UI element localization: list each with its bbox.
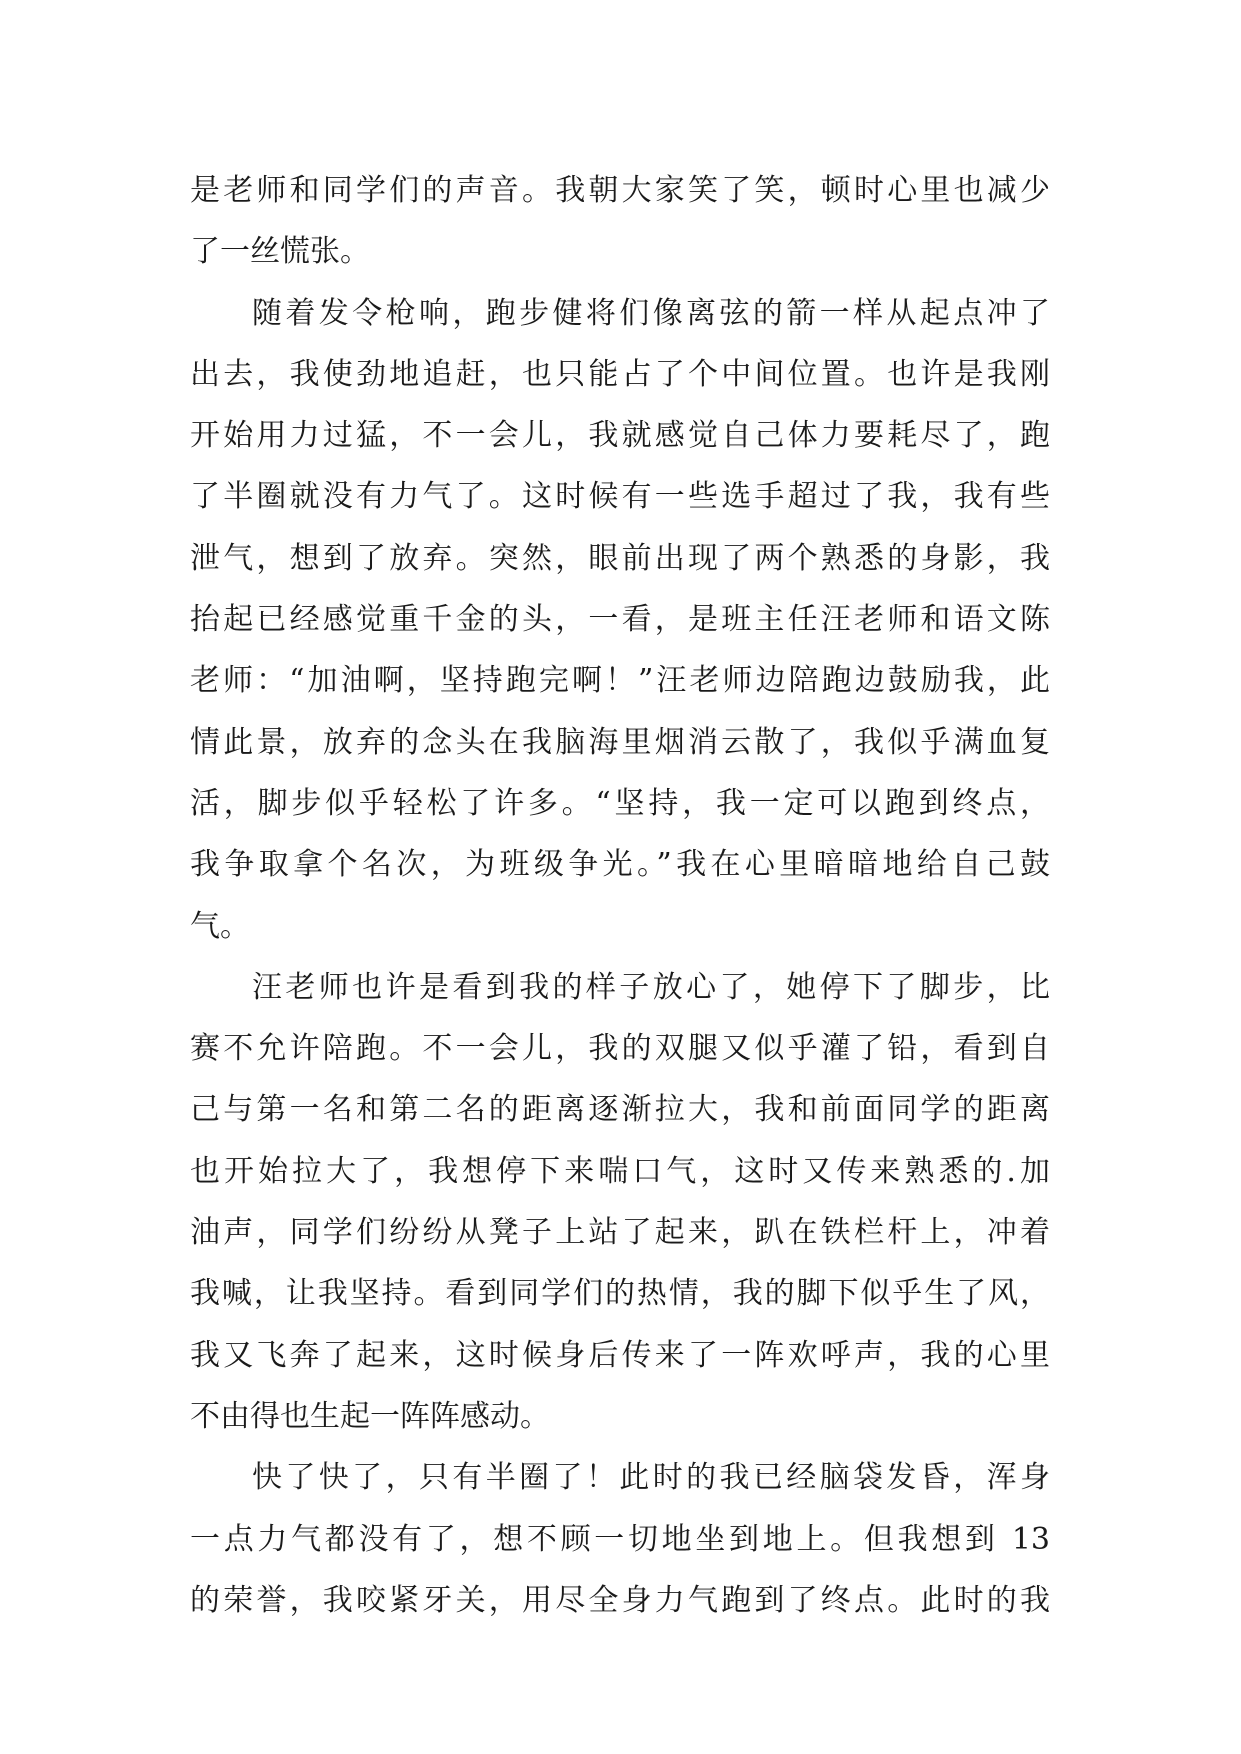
text-line: 赛不允许陪跑。不一会儿，我的双腿又似乎灌了铅，看到自 <box>190 1031 1050 1067</box>
text-line: 我又飞奔了起来，这时候身后传来了一阵欢呼声，我的心里 <box>190 1337 1050 1373</box>
text-line: 开始用力过猛，不一会儿，我就感觉自己体力要耗尽了，跑 <box>190 418 1050 454</box>
text-line: 活，脚步似乎轻松了许多。“坚持，我一定可以跑到终点， <box>190 785 1050 821</box>
text-line: 是老师和同学们的声音。我朝大家笑了笑，顿时心里也减少 <box>190 173 1050 208</box>
text-line: 不由得也生起一阵阵感动。 <box>190 1398 550 1434</box>
text-line: 一点力气都没有了，想不顾一切地坐到地上。但我想到 13 <box>190 1521 1050 1557</box>
text-line: 己与第一名和第二名的距离逐渐拉大，我和前面同学的距离 <box>190 1092 1050 1128</box>
text-line: 的荣誉，我咬紧牙关，用尽全身力气跑到了终点。此时的我 <box>190 1582 1050 1618</box>
text-line: 气。 <box>190 908 250 944</box>
text-line: 我喊，让我坚持。看到同学们的热情，我的脚下似乎生了风， <box>190 1276 1050 1312</box>
text-line: 也开始拉大了，我想停下来喘口气，这时又传来熟悉的.加 <box>190 1153 1050 1189</box>
text-line: 出去，我使劲地追赶，也只能占了个中间位置。也许是我刚 <box>190 356 1050 392</box>
text-line: 了一丝慌张。 <box>190 234 370 270</box>
body-text <box>190 160 1050 1631</box>
text-line: 随着发令枪响，跑步健将们像离弦的箭一样从起点冲了 <box>252 295 1050 331</box>
text-line: 快了快了，只有半圈了！此时的我已经脑袋发昏，浑身 <box>252 1460 1050 1496</box>
text-line: 我争取拿个名次，为班级争光。”我在心里暗暗地给自己鼓 <box>190 847 1050 883</box>
text-line: 油声，同学们纷纷从凳子上站了起来，趴在铁栏杆上，冲着 <box>190 1215 1050 1251</box>
text-line: 汪老师也许是看到我的样子放心了，她停下了脚步，比 <box>252 969 1050 1005</box>
text-line: 情此景，放弃的念头在我脑海里烟消云散了，我似乎满血复 <box>190 724 1050 760</box>
text-line: 了半圈就没有力气了。这时候有一些选手超过了我，我有些 <box>190 479 1050 515</box>
text-line: 抬起已经感觉重千金的头，一看，是班主任汪老师和语文陈 <box>190 602 1050 638</box>
text-line: 老师：“加油啊，坚持跑完啊！”汪老师边陪跑边鼓励我，此 <box>190 663 1050 699</box>
text-line: 泄气，想到了放弃。突然，眼前出现了两个熟悉的身影，我 <box>190 540 1050 576</box>
